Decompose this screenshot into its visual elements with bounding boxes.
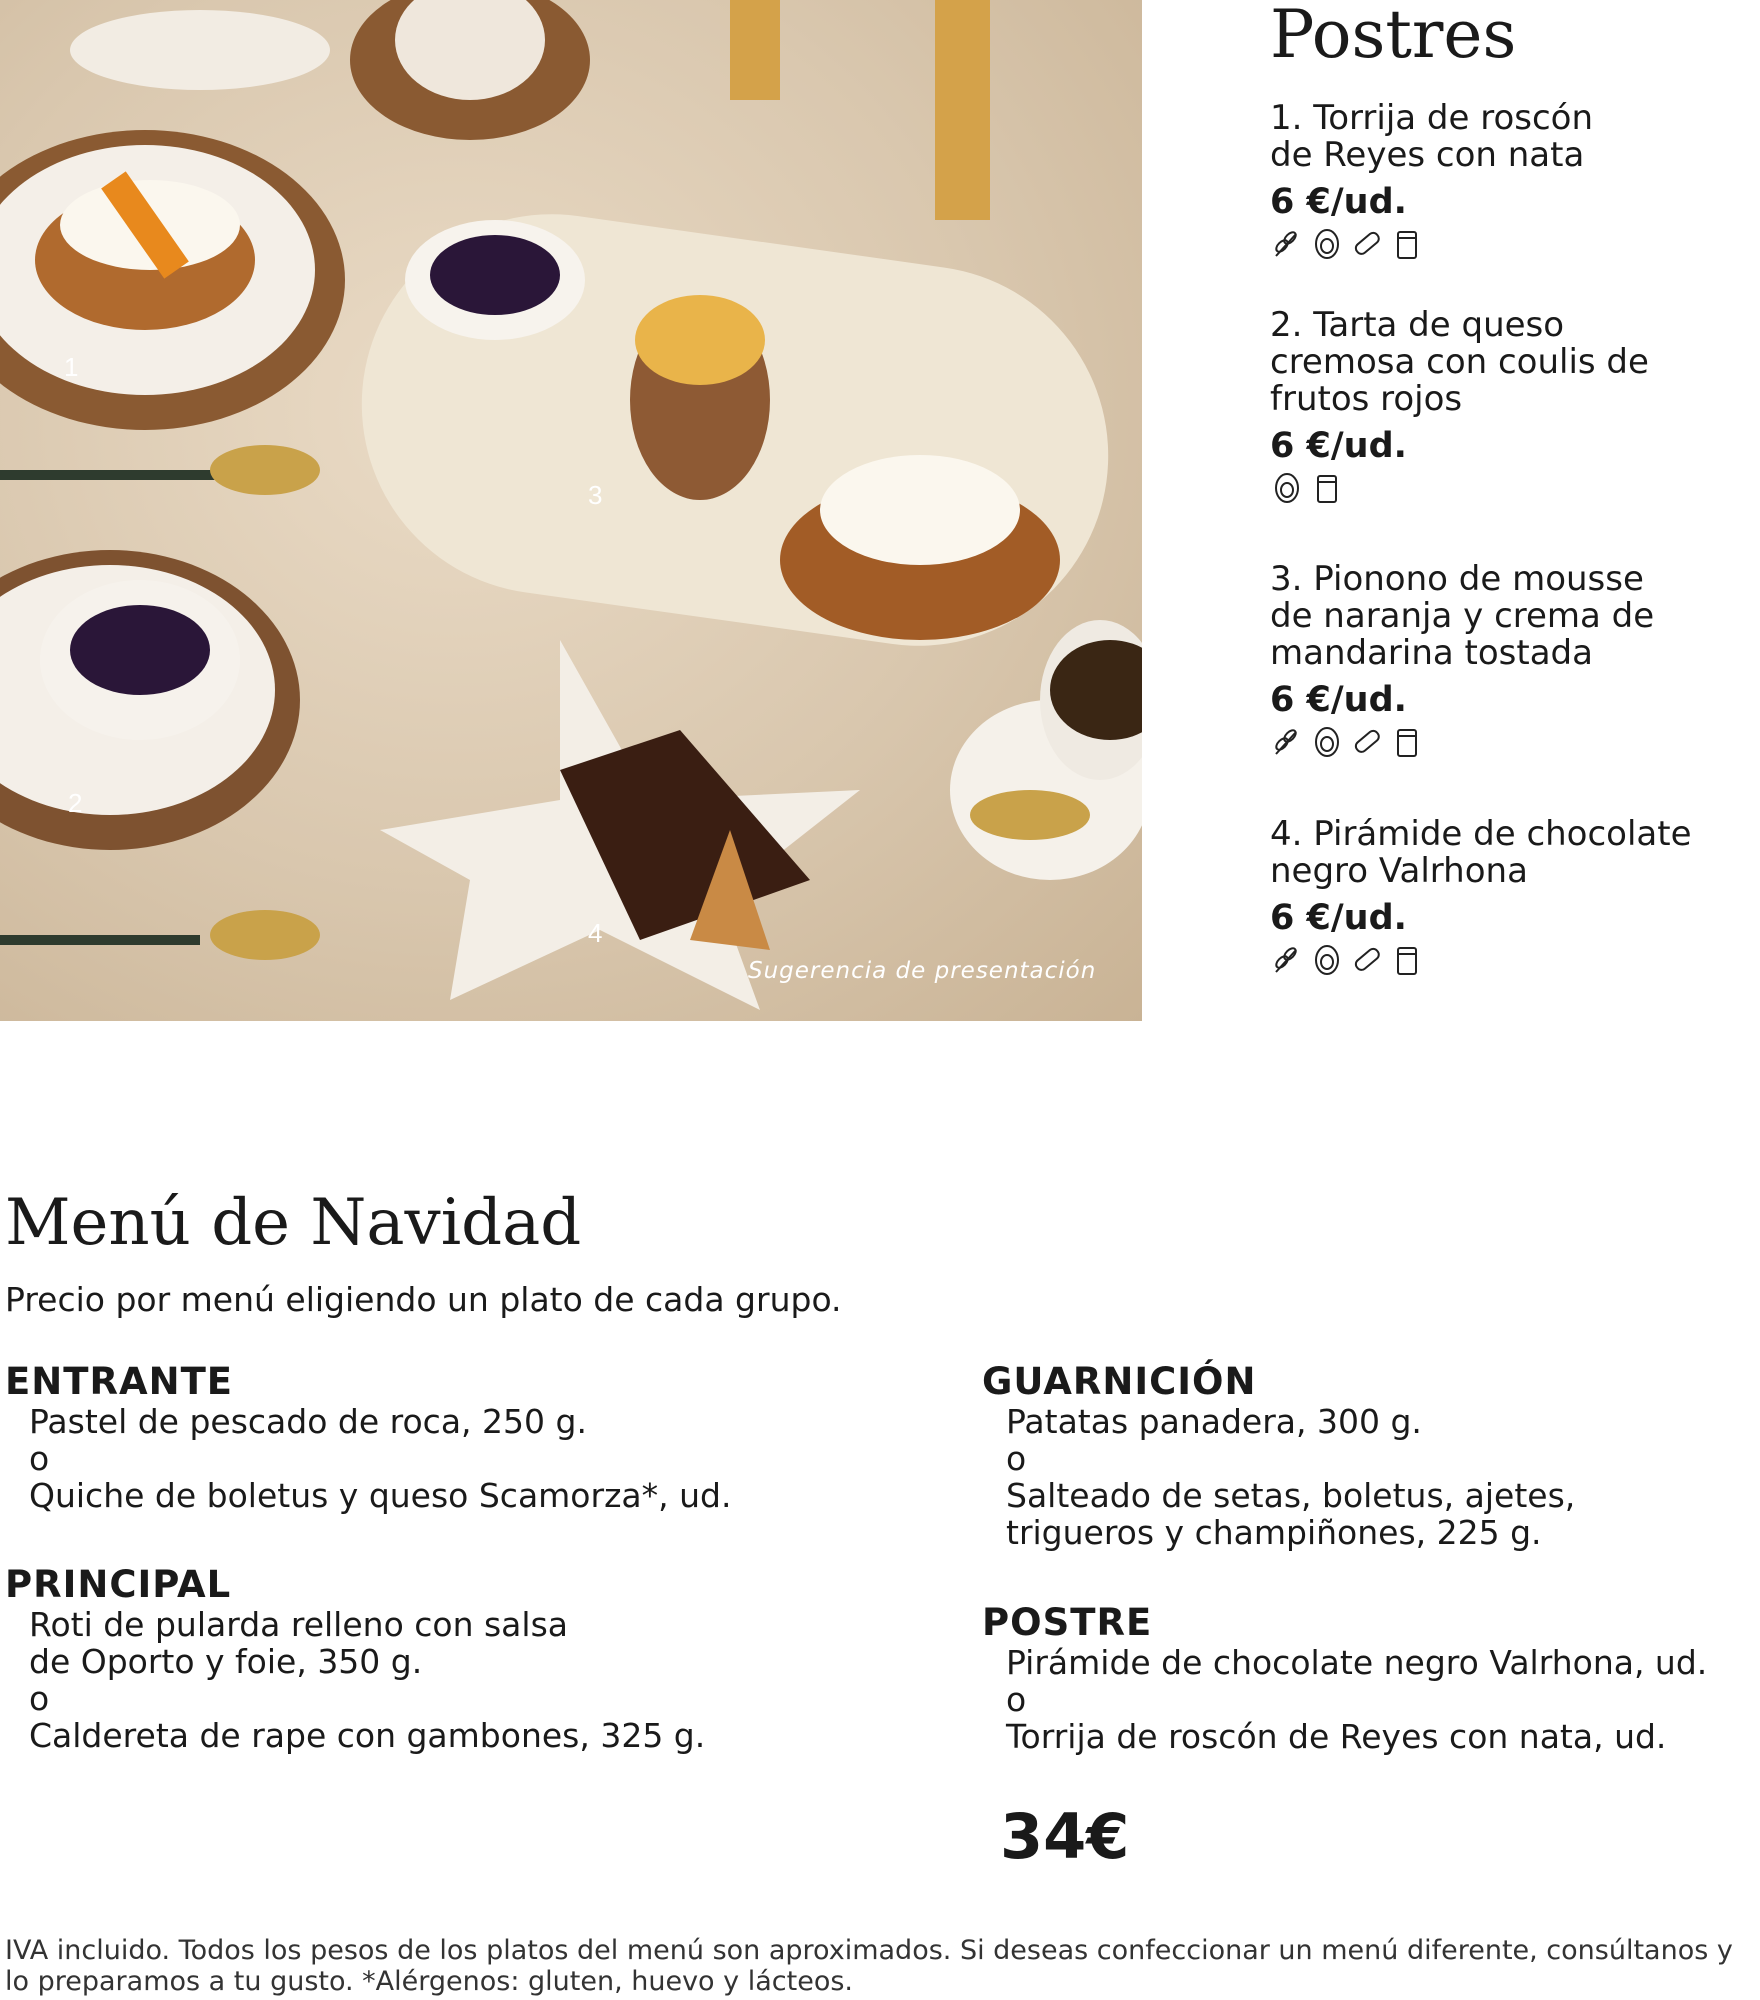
label-2: 2 (68, 788, 83, 818)
menu-subtitle: Precio por menú eligiendo un plato de cada grupo. (5, 1280, 842, 1319)
postre-item-price: 6 €/ud. (1270, 182, 1407, 222)
group-title: GUARNICIÓN (982, 1360, 1257, 1403)
egg-icon (1310, 942, 1344, 976)
postre-item-1 (1270, 100, 1740, 260)
postre-item-name: 1. Torrija de roscón de Reyes con nata (1270, 98, 1594, 175)
group-title: ENTRANTE (5, 1360, 234, 1403)
allergen-list (1270, 724, 1740, 758)
menu-price: 34€ (1000, 1800, 1130, 1873)
allergen-list (1270, 470, 1740, 504)
group-options: Patatas panadera, 300 g. o Salteado de setas, boletus, ajetes, trigueros y champiñones, 225 g. (1006, 1402, 1576, 1552)
milk-icon (1390, 942, 1424, 976)
photo-caption: Sugerencia de presentación (748, 958, 1097, 984)
milk-icon (1310, 470, 1344, 504)
postre-item-price: 6 €/ud. (1270, 680, 1407, 720)
allergen-list (1270, 942, 1740, 976)
milk-icon (1390, 724, 1424, 758)
gluten-icon (1270, 724, 1304, 758)
group-options: Roti de pularda relleno con salsa de Oporto y foie, 350 g. o Caldereta de rape con gambones, 325 g. (29, 1605, 706, 1755)
gluten-icon (1270, 942, 1304, 976)
bread-icon (1350, 724, 1384, 758)
postre-item-name: 4. Pirámide de chocolate negro Valrhona (1270, 814, 1692, 891)
group-principal (5, 1563, 705, 1754)
postre-item-name: 2. Tarta de queso cremosa con coulis de frutos rojos (1270, 305, 1649, 419)
group-postre (982, 1601, 1707, 1755)
egg-icon (1270, 470, 1304, 504)
group-entrante (5, 1360, 731, 1514)
postres-title: Postres (1270, 0, 1517, 73)
label-4: 4 (588, 918, 603, 948)
group-options: Pirámide de chocolate negro Valrhona, ud. o Torrija de roscón de Reyes con nata, ud. (1006, 1643, 1708, 1756)
menu-title: Menú de Navidad (5, 1186, 582, 1260)
dessert-photo (0, 0, 1142, 1021)
egg-icon (1310, 724, 1344, 758)
postre-item-price: 6 €/ud. (1270, 426, 1407, 466)
egg-icon (1310, 226, 1344, 260)
postre-item-2 (1270, 307, 1740, 504)
postre-item-name: 3. Piononо de mousse de naranja y crema de mandarina tostada (1270, 559, 1655, 673)
group-title: PRINCIPAL (5, 1563, 232, 1606)
label-3: 3 (588, 480, 603, 510)
postre-item-price: 6 €/ud. (1270, 898, 1407, 938)
group-title: POSTRE (982, 1601, 1153, 1644)
bread-icon (1350, 226, 1384, 260)
label-1: 1 (64, 352, 79, 382)
milk-icon (1390, 226, 1424, 260)
group-options: Pastel de pescado de roca, 250 g. o Quiche de boletus y queso Scamorza*, ud. (29, 1402, 732, 1515)
allergen-list (1270, 226, 1740, 260)
footnote: IVA incluido. Todos los pesos de los platos del menú son aproximados. Si deseas confeccionar un menú diferente, consúltanos y lo preparamos a tu gusto. *Alérgenos: gluten, huevo y lácteos. (5, 1935, 1733, 1997)
postre-item-3 (1270, 561, 1740, 758)
bread-icon (1350, 942, 1384, 976)
gluten-icon (1270, 226, 1304, 260)
dessert-illustration (0, 0, 1142, 1021)
group-guarnicion (982, 1360, 1575, 1551)
postre-item-4 (1270, 816, 1740, 976)
